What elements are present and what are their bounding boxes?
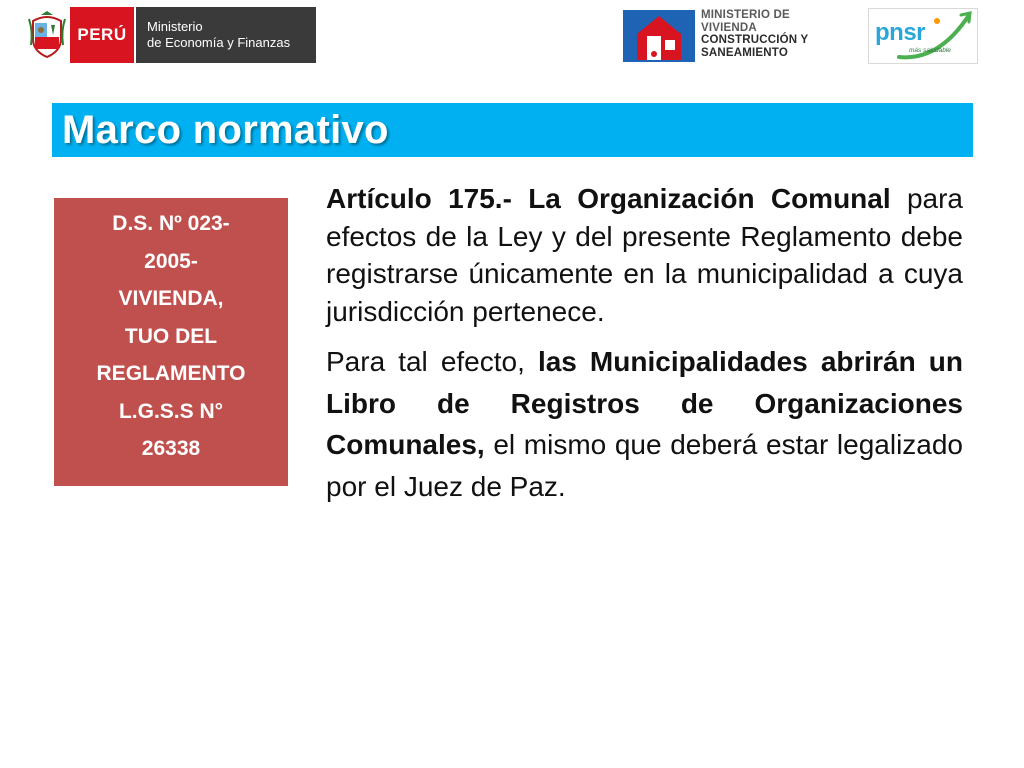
- title-bar: [52, 103, 973, 157]
- mef-line-2: de Economía y Finanzas: [147, 35, 291, 50]
- decree-line: D.S. Nº 023-: [112, 212, 230, 235]
- vivienda-ministry-name: [695, 9, 859, 64]
- article-paragraph-2-emphasis: las Municipalidades abrirán un Libro de Registros de Organizaciones Comunales,: [326, 346, 964, 460]
- slide-title: Marco normativo: [62, 108, 389, 152]
- article-paragraph-2-text: el mismo que deberá estar legalizado por el Juez de Paz.: [326, 429, 963, 502]
- pnsr-logo: [868, 8, 978, 64]
- peru-label: PERÚ: [70, 7, 134, 63]
- decree-line: REGLAMENTO: [96, 362, 246, 385]
- vivienda-house-icon: [623, 10, 695, 62]
- vivienda-line-2: VIVIENDA: [701, 21, 757, 34]
- mef-ministry-name: [134, 7, 316, 63]
- decree-line: 2005-: [144, 249, 198, 273]
- article-body: [326, 180, 963, 507]
- pnsr-tagline: más saludable: [909, 47, 951, 54]
- article-paragraph-1: [326, 180, 963, 330]
- decree-line: 26338: [141, 437, 201, 460]
- vivienda-line-4: SANEAMIENTO: [701, 46, 788, 59]
- pnsr-wordmark: pnsr: [875, 19, 926, 46]
- decree-line: L.G.S.S N°: [118, 399, 224, 423]
- vivienda-line-1: MINISTERIO DE: [701, 9, 790, 21]
- vivienda-logo: [623, 9, 859, 64]
- decree-box: [54, 198, 288, 486]
- mef-logo: [24, 7, 316, 63]
- article-paragraph-2: [326, 341, 963, 507]
- article-paragraph-2-intro: Para tal efecto,: [326, 346, 538, 377]
- peru-coat-of-arms-icon: [24, 7, 70, 63]
- article-heading: Artículo 175.- La Organización Comunal: [326, 183, 891, 214]
- decree-line: TUO DEL: [124, 324, 218, 348]
- article-paragraph-1-text: para efectos de la Ley y del presente Reglamento debe registrarse únicamente en la municipalidad a cuya jurisdicción pertenece.: [326, 183, 963, 327]
- vivienda-line-3: CONSTRUCCIÓN Y: [701, 34, 809, 46]
- decree-line: VIVIENDA,: [118, 287, 224, 310]
- mef-line-1: Ministerio: [147, 19, 203, 34]
